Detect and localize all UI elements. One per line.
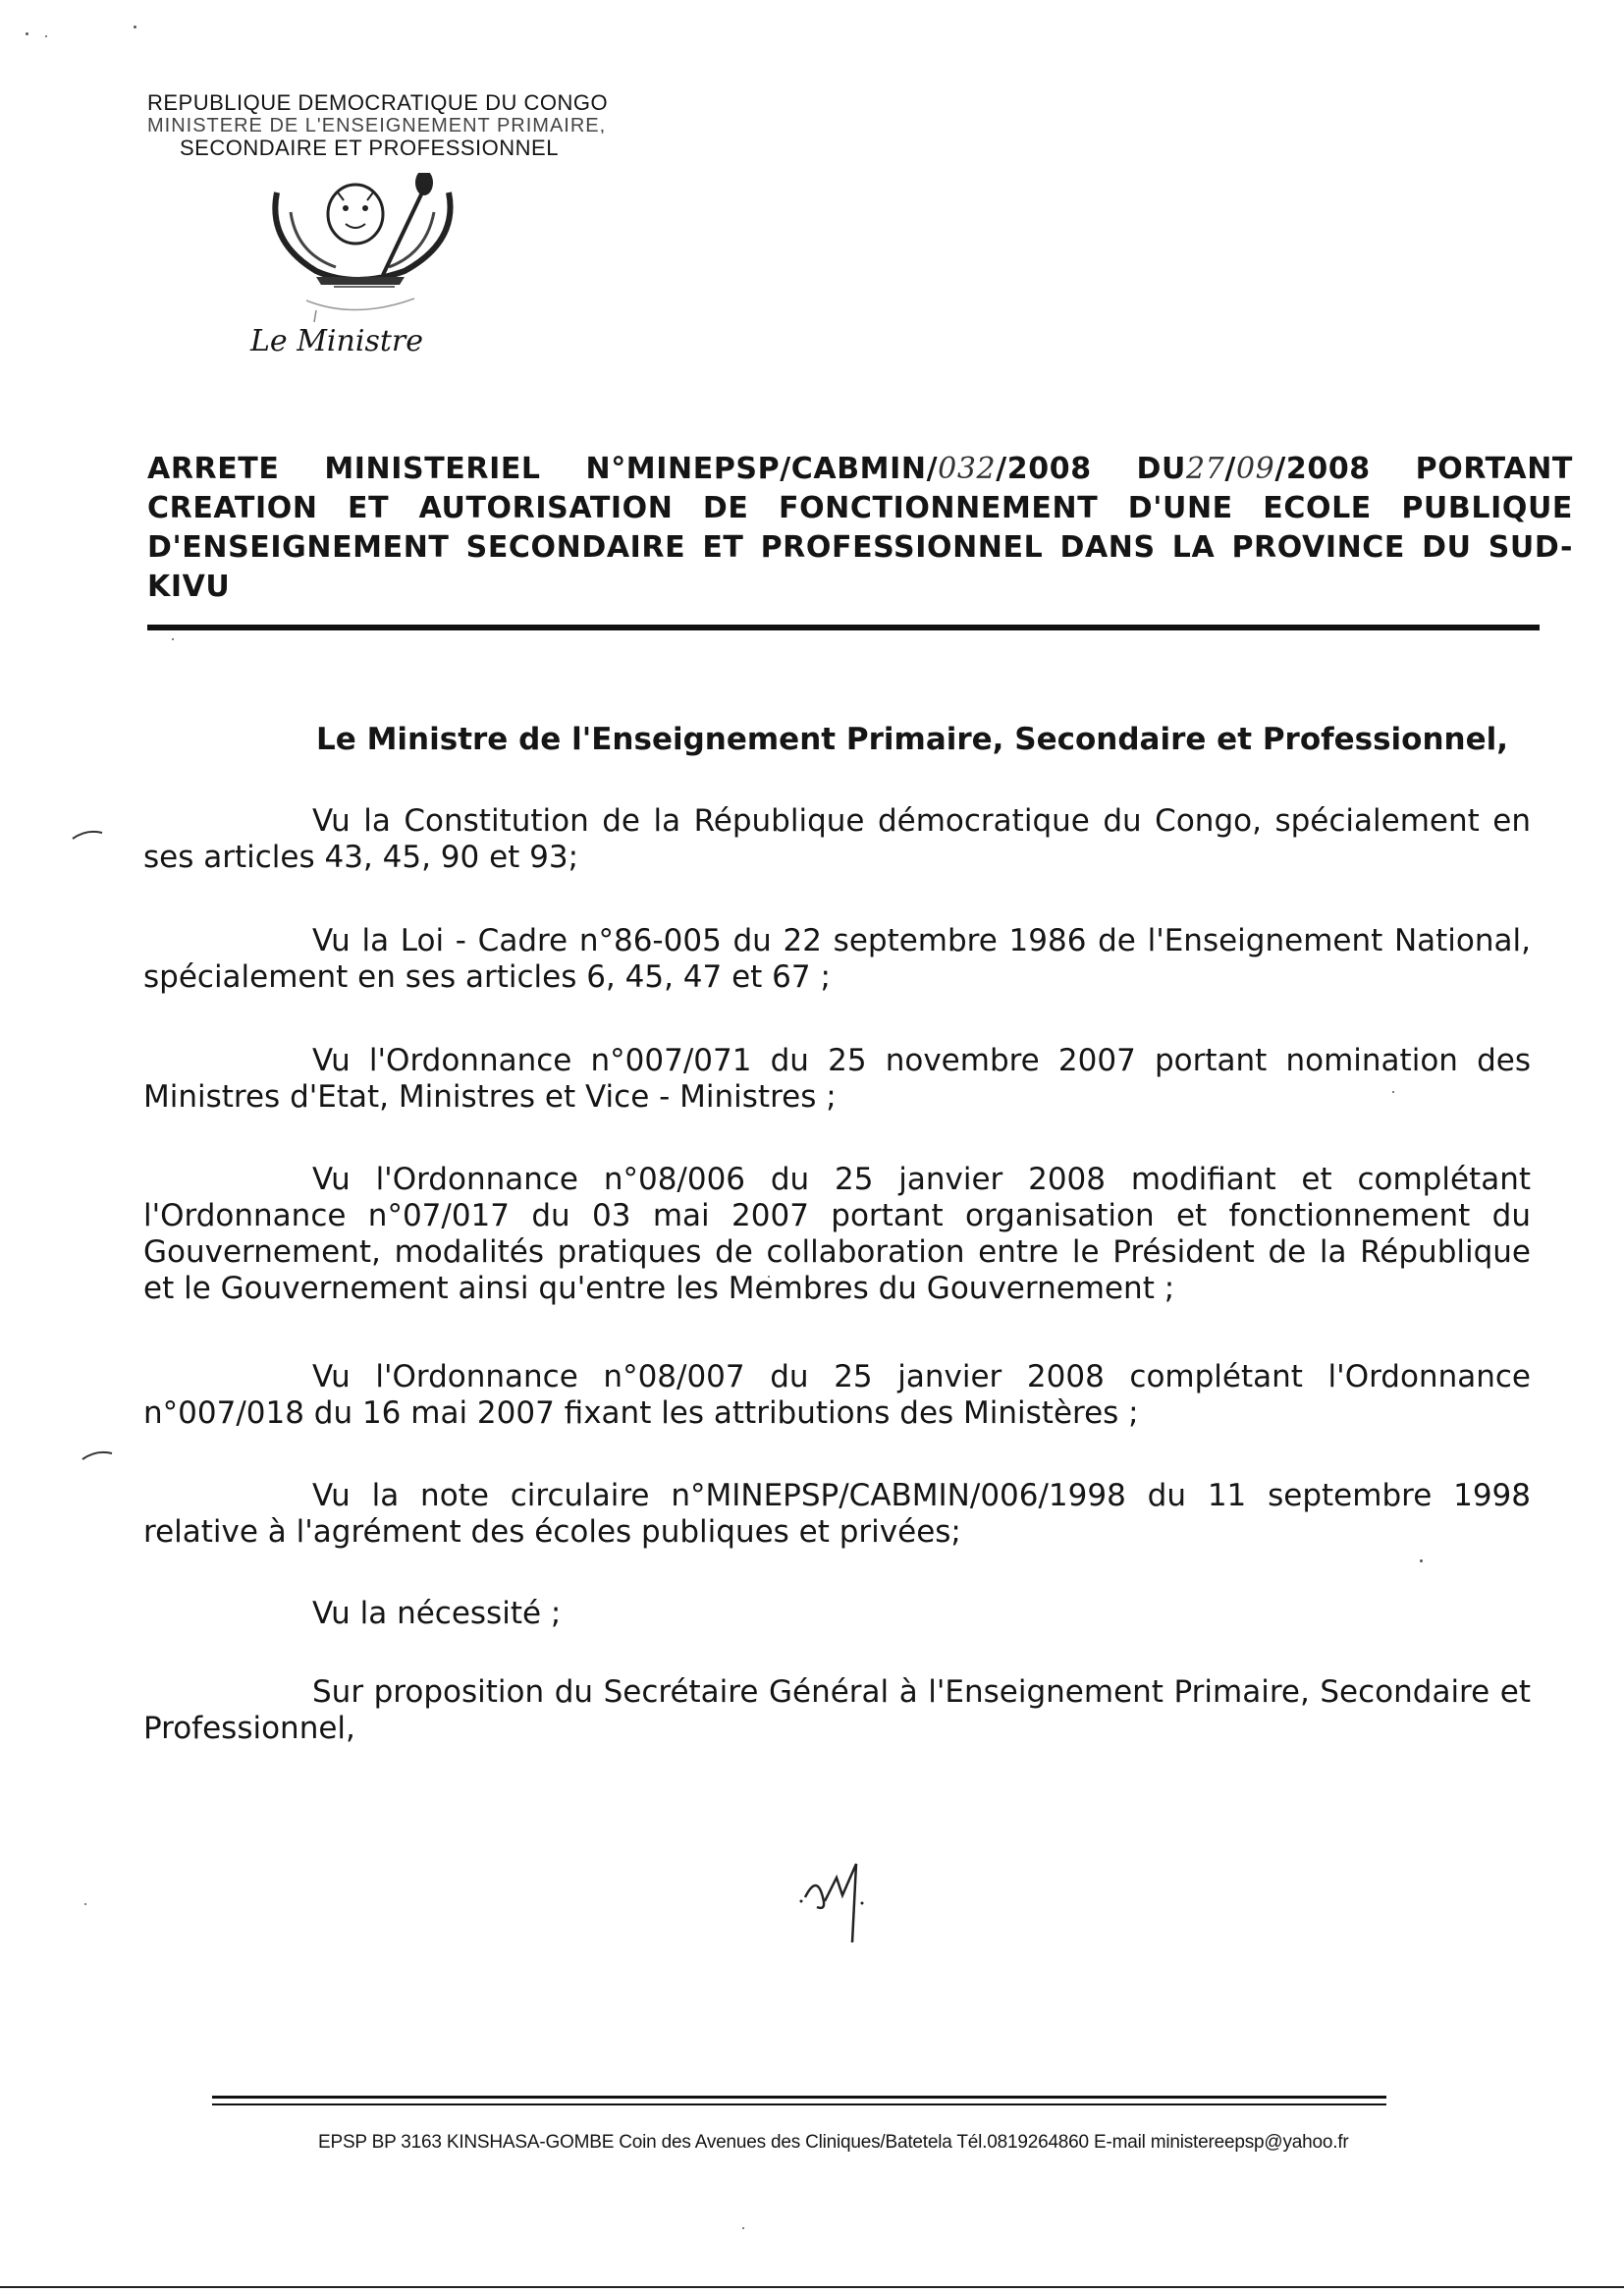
considerant-paragraph: Vu l'Ordonnance n°08/007 du 25 janvier 2008 complétant l'Ordonnance n°007/018 du 16 mai 2007 fixant les attributions des Ministères ; <box>143 1359 1531 1431</box>
decree-day-handwritten: 27 <box>1186 452 1225 486</box>
scan-speck <box>45 35 47 37</box>
scan-speck <box>134 26 136 28</box>
considerant-paragraph: Vu l'Ordonnance n°08/006 du 25 janvier 2008 modifiant et complétant l'Ordonnance n°07/017 du 03 mai 2007 portant organisation et fonctionnement du Gouvernement, modalités pratiques de collaboration entre le Président de la République et le Gouvernement ainsi qu'entre les Membres du Gouvernement ; <box>143 1162 1531 1306</box>
considerant-paragraph: Vu la Constitution de la République démocratique du Congo, spécialement en ses articles 43, 45, 90 et 93; <box>143 803 1531 875</box>
considerant-paragraph: Vu la note circulaire n°MINEPSP/CABMIN/006/1998 du 11 septembre 1998 relative à l'agrément des écoles publiques et privées; <box>143 1478 1531 1550</box>
issuing-authority: Le Ministre de l'Enseignement Primaire, Secondaire et Professionnel, <box>316 722 1509 757</box>
considerant-paragraph: Vu la nécessité ; <box>312 1596 562 1631</box>
footer-address: EPSP BP 3163 KINSHASA-GOMBE Coin des Avenues des Cliniques/Batetela Tél.0819264860 E-mail ministereepsp@yahoo.fr <box>318 2132 1349 2153</box>
ministry-name: MINISTERE DE L'ENSEIGNEMENT PRIMAIRE, <box>147 118 607 134</box>
decree-title-part3: / <box>1224 452 1236 486</box>
scan-speck <box>742 2227 744 2229</box>
country-name: REPUBLIQUE DEMOCRATIQUE DU CONGO <box>147 90 609 115</box>
title-divider <box>147 625 1540 630</box>
considerant-paragraph: Vu la Loi - Cadre n°86-005 du 22 septembre 1986 de l'Enseignement National, spécialement en ses articles 6, 45, 47 et 67 ; <box>143 923 1531 995</box>
leopard-coat-of-arms-icon <box>257 173 473 330</box>
scan-speck <box>172 638 174 640</box>
decree-month-handwritten: 09 <box>1235 452 1275 486</box>
considerant-paragraph: Vu l'Ordonnance n°007/071 du 25 novembre 2007 portant nomination des Ministres d'Etat, Ministres et Vice - Ministres ; <box>143 1043 1531 1115</box>
scan-speck <box>26 32 28 35</box>
margin-mark-icon <box>69 825 108 845</box>
decree-number-handwritten: 032 <box>938 452 997 486</box>
letterhead <box>147 88 697 163</box>
page-edge <box>0 2286 1624 2288</box>
considerant-paragraph: Sur proposition du Secrétaire Général à l'Enseignement Primaire, Secondaire et Professionnel, <box>143 1674 1531 1746</box>
handwritten-initials-icon <box>797 1858 876 1946</box>
scan-speck <box>84 1903 86 1905</box>
footer-divider <box>212 2103 1386 2105</box>
ministry-subtitle: SECONDAIRE ET PROFESSIONNEL <box>180 136 559 160</box>
decree-title <box>147 450 1573 607</box>
decree-title-part2: /2008 DU <box>996 452 1186 486</box>
scan-speck <box>1420 1559 1423 1562</box>
margin-mark-icon <box>79 1446 118 1465</box>
decree-title-part4: /2008 PORTANT CREATION ET AUTORISATION DE FONCTIONNEMENT D'UNE ECOLE PUBLIQUE D'ENSEIGNEMENT SECONDAIRE ET PROFESSIONNEL DANS LA PROVINCE DU SUD-KIVU <box>147 452 1573 604</box>
footer-divider <box>212 2096 1386 2099</box>
decree-title-part1: ARRETE MINISTERIEL N°MINEPSP/CABMIN/ <box>147 452 939 486</box>
signatory-label: Le Ministre <box>250 324 423 358</box>
